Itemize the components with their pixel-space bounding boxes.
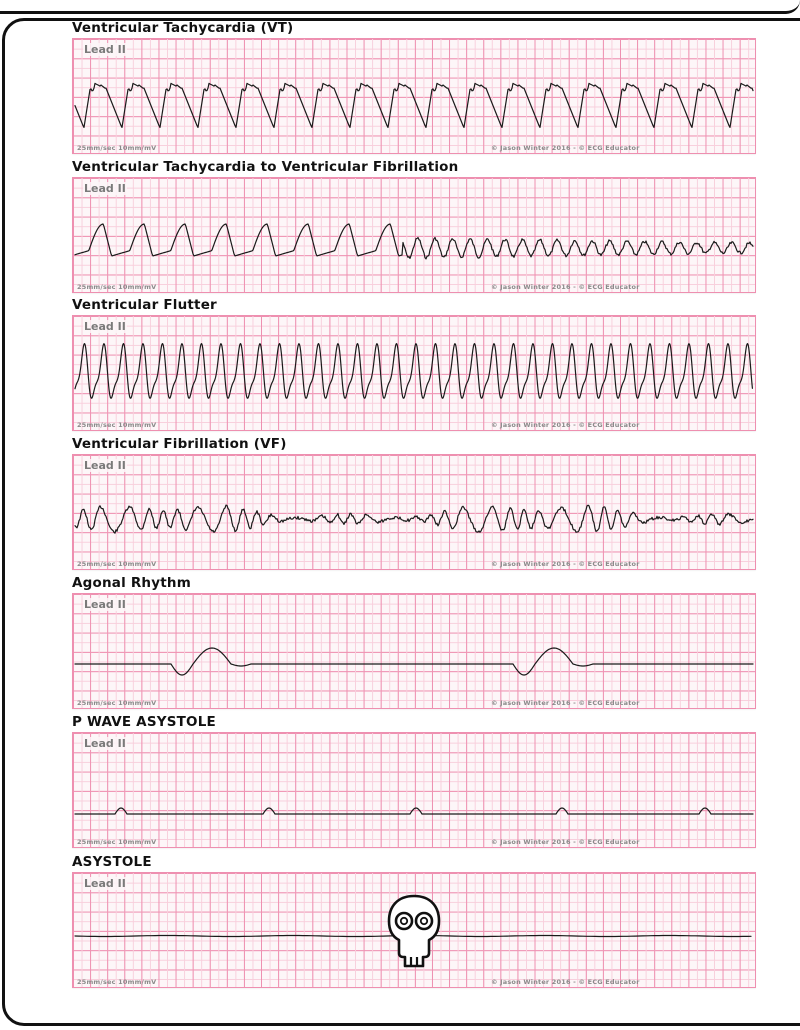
skull-icon bbox=[385, 893, 443, 969]
copyright-label: © Jason Winter 2016 - © ECG Educator bbox=[491, 978, 640, 986]
strip-title: ASYSTOLE bbox=[72, 854, 152, 870]
strip-title: P WAVE ASYSTOLE bbox=[72, 714, 216, 730]
lead-label: Lead II bbox=[84, 320, 126, 333]
copyright-label: © Jason Winter 2016 - © ECG Educator bbox=[491, 560, 640, 568]
trace-line bbox=[75, 648, 753, 675]
strip-vt bbox=[72, 19, 762, 152]
lead-label: Lead II bbox=[84, 182, 126, 195]
strip-title: Ventricular Fibrillation (VF) bbox=[72, 436, 287, 452]
lead-label: Lead II bbox=[84, 459, 126, 472]
ecg-strip bbox=[72, 38, 756, 154]
trace-line bbox=[75, 808, 753, 814]
ecg-trace bbox=[73, 316, 757, 432]
ecg-trace bbox=[73, 733, 757, 849]
paper-speed-label: 25mm/sec 10mm/mV bbox=[77, 560, 157, 568]
ecg-strip bbox=[72, 593, 756, 709]
trace-line bbox=[75, 224, 753, 259]
paper-speed-label: 25mm/sec 10mm/mV bbox=[77, 421, 157, 429]
paper-speed-label: 25mm/sec 10mm/mV bbox=[77, 283, 157, 291]
strip-asystole bbox=[72, 853, 762, 986]
paper-speed-label: 25mm/sec 10mm/mV bbox=[77, 699, 157, 707]
ecg-trace bbox=[73, 594, 757, 710]
copyright-label: © Jason Winter 2016 - © ECG Educator bbox=[491, 838, 640, 846]
lead-label: Lead II bbox=[84, 43, 126, 56]
strip-agonal bbox=[72, 574, 762, 707]
copyright-label: © Jason Winter 2016 - © ECG Educator bbox=[491, 283, 640, 291]
strip-title: Ventricular Tachycardia (VT) bbox=[72, 20, 294, 36]
strip-title: Agonal Rhythm bbox=[72, 575, 191, 591]
lead-label: Lead II bbox=[84, 877, 126, 890]
paper-speed-label: 25mm/sec 10mm/mV bbox=[77, 978, 157, 986]
strip-title: Ventricular Flutter bbox=[72, 297, 217, 313]
copyright-label: © Jason Winter 2016 - © ECG Educator bbox=[491, 421, 640, 429]
ecg-trace bbox=[73, 455, 757, 571]
trace-line bbox=[75, 83, 753, 127]
copyright-label: © Jason Winter 2016 - © ECG Educator bbox=[491, 699, 640, 707]
copyright-label: © Jason Winter 2016 - © ECG Educator bbox=[491, 144, 640, 152]
strip-vt-to-vf bbox=[72, 158, 762, 291]
strip-vf bbox=[72, 435, 762, 568]
ecg-strip bbox=[72, 177, 756, 293]
ecg-trace bbox=[73, 178, 757, 294]
paper-speed-label: 25mm/sec 10mm/mV bbox=[77, 144, 157, 152]
paper-speed-label: 25mm/sec 10mm/mV bbox=[77, 838, 157, 846]
strip-p-wave-asystole bbox=[72, 713, 762, 846]
strip-title: Ventricular Tachycardia to Ventricular Fibrillation bbox=[72, 159, 459, 175]
trace-line bbox=[75, 505, 753, 533]
lead-label: Lead II bbox=[84, 737, 126, 750]
strip-flutter bbox=[72, 296, 762, 429]
top-border-line bbox=[0, 0, 800, 14]
ecg-strip bbox=[72, 732, 756, 848]
ecg-strip bbox=[72, 315, 756, 431]
lead-label: Lead II bbox=[84, 598, 126, 611]
ecg-strip bbox=[72, 872, 756, 988]
ecg-strip bbox=[72, 454, 756, 570]
trace-line bbox=[75, 344, 752, 399]
ecg-trace bbox=[73, 39, 757, 155]
